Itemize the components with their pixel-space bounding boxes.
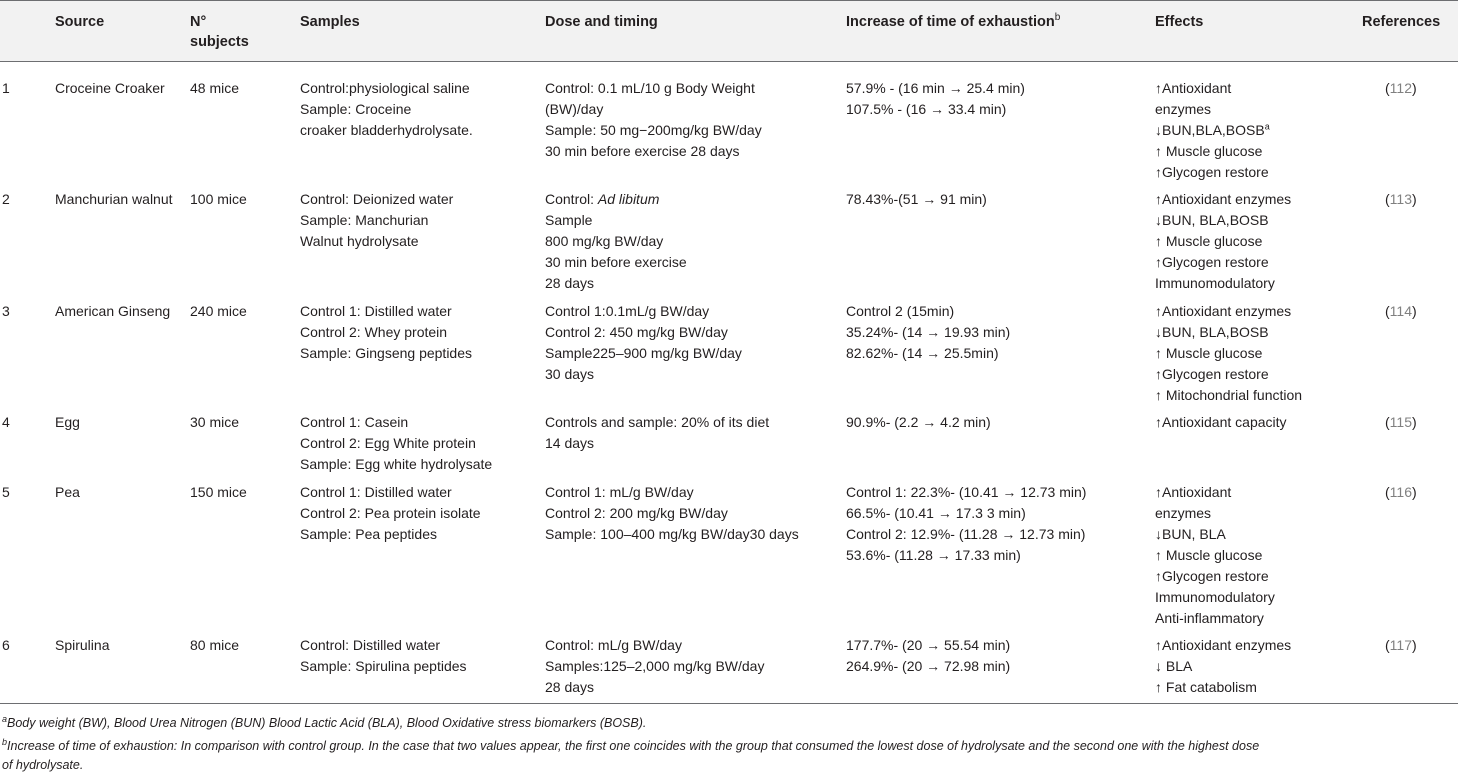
row-dose bbox=[545, 412, 769, 454]
reference-close-paren: ) bbox=[1412, 414, 1417, 430]
row-increase-line: 82.62%- (14 → 25.5min) bbox=[846, 345, 999, 361]
row-samples-line: croaker bladderhydrolysate. bbox=[300, 122, 473, 138]
row-number: 6 bbox=[2, 637, 10, 653]
row-dose bbox=[545, 482, 799, 545]
row-dose bbox=[545, 189, 687, 294]
reference-close-paren: ) bbox=[1412, 191, 1417, 207]
row-effects-text: Immunomodulatory bbox=[1155, 275, 1275, 291]
table-row bbox=[0, 183, 1458, 295]
row-dose-line bbox=[545, 189, 687, 210]
header-references: References bbox=[1362, 14, 1441, 30]
row-source: Manchurian walnut bbox=[55, 191, 173, 207]
reference-close-paren: ) bbox=[1412, 80, 1417, 96]
row-samples bbox=[300, 482, 481, 545]
reference-link[interactable]: 112 bbox=[1389, 80, 1412, 96]
row-subjects: 100 mice bbox=[190, 191, 247, 207]
row-increase bbox=[846, 482, 1086, 566]
header-increase bbox=[846, 12, 1060, 32]
row-effects bbox=[1155, 78, 1270, 183]
row-effects-line bbox=[1155, 189, 1291, 210]
row-effects-line bbox=[1155, 273, 1291, 294]
row-effects-text: ↓ BLA bbox=[1155, 658, 1193, 674]
footnote-b bbox=[2, 737, 1259, 756]
table-row bbox=[0, 72, 1458, 183]
row-effects-text: ↑Glycogen restore bbox=[1155, 366, 1269, 382]
row-effects-text: ↑ Mitochondrial function bbox=[1155, 387, 1303, 403]
row-effects-line bbox=[1155, 635, 1291, 656]
reference-open-paren: ( bbox=[1385, 303, 1390, 319]
row-effects-text: ↓BUN, BLA,BOSB bbox=[1155, 324, 1269, 340]
row-effects-line bbox=[1155, 385, 1302, 406]
row-source: Croceine Croaker bbox=[55, 80, 165, 96]
reference-link[interactable]: 114 bbox=[1389, 303, 1412, 319]
row-subjects: 150 mice bbox=[190, 484, 247, 500]
row-samples-line: Walnut hydrolysate bbox=[300, 233, 419, 249]
row-dose bbox=[545, 635, 764, 698]
row-effects-text: ↓BUN, BLA,BOSB bbox=[1155, 212, 1269, 228]
table-row bbox=[0, 476, 1458, 629]
row-effects-text: ↑Antioxidant bbox=[1155, 484, 1232, 500]
table-row bbox=[0, 406, 1458, 476]
row-reference[interactable] bbox=[1385, 412, 1417, 433]
row-dose-line: Sample bbox=[545, 212, 593, 228]
row-samples-line: Control 1: Casein bbox=[300, 414, 409, 430]
header-increase-footnote-mark: b bbox=[1054, 12, 1061, 24]
row-subjects: 48 mice bbox=[190, 80, 240, 96]
row-effects bbox=[1155, 189, 1291, 294]
row-samples-line: Sample: Egg white hydrolysate bbox=[300, 456, 493, 472]
row-effects bbox=[1155, 482, 1275, 629]
row-effects bbox=[1155, 412, 1287, 433]
footnote-a-mark: a bbox=[2, 713, 8, 724]
row-effects-text: ↑ Muscle glucose bbox=[1155, 233, 1263, 249]
row-samples bbox=[300, 189, 453, 252]
row-increase-line: 78.43%-(51 → 91 min) bbox=[846, 191, 987, 207]
row-number: 5 bbox=[2, 484, 10, 500]
row-effects-line bbox=[1155, 78, 1270, 99]
row-effects-text: ↑Antioxidant enzymes bbox=[1155, 191, 1292, 207]
row-dose-line: 14 days bbox=[545, 435, 595, 451]
row-increase-line: 66.5%- (10.41 → 17.3 3 min) bbox=[846, 505, 1026, 521]
row-samples-line: Sample: Croceine bbox=[300, 101, 412, 117]
header-dose: Dose and timing bbox=[545, 14, 658, 30]
reference-close-paren: ) bbox=[1412, 484, 1417, 500]
row-dose bbox=[545, 78, 762, 162]
row-effects-text: enzymes bbox=[1155, 101, 1212, 117]
row-reference[interactable] bbox=[1385, 482, 1417, 503]
row-source: American Ginseng bbox=[55, 303, 171, 319]
row-effects-line bbox=[1155, 252, 1291, 273]
row-dose-line: Sample: 100–400 mg/kg BW/day30 days bbox=[545, 526, 799, 542]
row-dose-line: Control 1: mL/g BW/day bbox=[545, 484, 694, 500]
row-effects-line bbox=[1155, 210, 1291, 231]
row-effects-line bbox=[1155, 677, 1291, 698]
row-samples-line: Control: Distilled water bbox=[300, 637, 441, 653]
footnote-a-text: Body weight (BW), Blood Urea Nitrogen (BUN) Blood Lactic Acid (BLA), Blood Oxidative stress biomarkers (BOSB). bbox=[7, 716, 647, 730]
row-effects-line bbox=[1155, 141, 1270, 162]
row-reference[interactable] bbox=[1385, 189, 1417, 210]
table-header bbox=[0, 0, 1458, 62]
row-dose-line: Control 2: 450 mg/kg BW/day bbox=[545, 324, 728, 340]
row-dose-line: 30 min before exercise bbox=[545, 254, 687, 270]
row-dose-line: Samples:125–2,000 mg/kg BW/day bbox=[545, 658, 765, 674]
row-dose-line: (BW)/day bbox=[545, 101, 604, 117]
row-effects-text: ↓BUN, BLA bbox=[1155, 526, 1226, 542]
row-increase-line: 57.9% - (16 min → 25.4 min) bbox=[846, 80, 1025, 96]
row-effects bbox=[1155, 635, 1291, 698]
header-source: Source bbox=[55, 14, 105, 30]
row-increase-line: Control 1: 22.3%- (10.41 → 12.73 min) bbox=[846, 484, 1087, 500]
row-effects-text: ↑Antioxidant enzymes bbox=[1155, 303, 1292, 319]
row-effects-line bbox=[1155, 503, 1275, 524]
row-effects-line bbox=[1155, 587, 1275, 608]
row-samples bbox=[300, 635, 467, 677]
row-samples-line: Control 1: Distilled water bbox=[300, 484, 452, 500]
row-number: 3 bbox=[2, 303, 10, 319]
row-effects-line bbox=[1155, 566, 1275, 587]
row-effects-text: ↓BUN,BLA,BOSB bbox=[1155, 122, 1265, 138]
row-effects-text: ↑ Muscle glucose bbox=[1155, 143, 1263, 159]
row-source: Pea bbox=[55, 484, 80, 500]
row-dose-italic: Ad libitum bbox=[597, 191, 660, 207]
row-increase-line: 53.6%- (11.28 → 17.33 min) bbox=[846, 547, 1021, 563]
header-samples: Samples bbox=[300, 14, 360, 30]
row-dose-line: 28 days bbox=[545, 679, 595, 695]
header-increase-label: Increase of time of exhaustion bbox=[846, 14, 1055, 30]
row-increase bbox=[846, 189, 987, 210]
row-increase bbox=[846, 412, 991, 433]
reference-link[interactable]: 117 bbox=[1389, 637, 1412, 653]
row-samples-line: Sample: Manchurian bbox=[300, 212, 429, 228]
row-samples-line: Sample: Gingseng peptides bbox=[300, 345, 472, 361]
footnote-b-line1: Increase of time of exhaustion: In comparison with control group. In the case that two values appear, the first one coincides with the group that consumed the lowest dose of hydrolysate and the second one with the highest dose bbox=[7, 739, 1260, 753]
table-row bbox=[0, 295, 1458, 406]
row-effects-line bbox=[1155, 412, 1287, 433]
row-samples-line: Sample: Spirulina peptides bbox=[300, 658, 467, 674]
row-increase-line: 35.24%- (14 → 19.93 min) bbox=[846, 324, 1011, 340]
row-reference[interactable] bbox=[1385, 78, 1417, 99]
row-number: 4 bbox=[2, 414, 10, 430]
row-increase-line: 177.7%- (20 → 55.54 min) bbox=[846, 637, 1011, 653]
row-number: 1 bbox=[2, 80, 10, 96]
row-effects-line bbox=[1155, 301, 1302, 322]
row-source: Egg bbox=[55, 414, 80, 430]
reference-open-paren: ( bbox=[1385, 414, 1390, 430]
row-increase-line: Control 2: 12.9%- (11.28 → 12.73 min) bbox=[846, 526, 1086, 542]
footnote-b-cont bbox=[2, 756, 83, 775]
row-effects-line bbox=[1155, 545, 1275, 566]
row-dose-line: 30 days bbox=[545, 366, 595, 382]
row-increase bbox=[846, 301, 1010, 364]
row-samples-line: Control 2: Whey protein bbox=[300, 324, 448, 340]
header-effects: Effects bbox=[1155, 14, 1204, 30]
reference-open-paren: ( bbox=[1385, 80, 1390, 96]
row-effects-line bbox=[1155, 364, 1302, 385]
reference-open-paren: ( bbox=[1385, 191, 1390, 207]
row-number: 2 bbox=[2, 191, 10, 207]
row-effects-text: ↑Glycogen restore bbox=[1155, 254, 1269, 270]
reference-link[interactable]: 113 bbox=[1389, 191, 1412, 207]
row-effects-line bbox=[1155, 343, 1302, 364]
row-subjects: 80 mice bbox=[190, 637, 240, 653]
row-dose-line: 28 days bbox=[545, 275, 595, 291]
row-effects-text: ↑Antioxidant capacity bbox=[1155, 414, 1287, 430]
row-dose-line: Sample: 50 mg−200mg/kg BW/day bbox=[545, 122, 762, 138]
table-row bbox=[0, 629, 1458, 703]
row-effects-line bbox=[1155, 99, 1270, 120]
row-increase-line: Control 2 (15min) bbox=[846, 303, 955, 319]
row-dose-line: 800 mg/kg BW/day bbox=[545, 233, 664, 249]
row-effects-line bbox=[1155, 656, 1291, 677]
row-reference[interactable] bbox=[1385, 635, 1417, 656]
row-increase-line: 90.9%- (2.2 → 4.2 min) bbox=[846, 414, 991, 430]
table-bottom-rule bbox=[0, 703, 1458, 704]
row-samples bbox=[300, 301, 472, 364]
row-effects-text: ↑ Muscle glucose bbox=[1155, 547, 1263, 563]
reference-link[interactable]: 116 bbox=[1389, 484, 1412, 500]
row-subjects: 240 mice bbox=[190, 303, 247, 319]
row-effects-text: enzymes bbox=[1155, 505, 1212, 521]
row-samples-line: Control:physiological saline bbox=[300, 80, 470, 96]
row-effects-line bbox=[1155, 120, 1270, 141]
footnote-b-mark: b bbox=[2, 736, 8, 747]
row-samples-line: Sample: Pea peptides bbox=[300, 526, 437, 542]
row-samples-line: Control 2: Egg White protein bbox=[300, 435, 476, 451]
row-increase bbox=[846, 635, 1010, 677]
row-increase-line: 107.5% - (16 → 33.4 min) bbox=[846, 101, 1007, 117]
row-effects-line bbox=[1155, 482, 1275, 503]
reference-open-paren: ( bbox=[1385, 637, 1390, 653]
row-dose-line: Controls and sample: 20% of its diet bbox=[545, 414, 770, 430]
row-samples-line: Control 2: Pea protein isolate bbox=[300, 505, 481, 521]
row-dose-line: 30 min before exercise 28 days bbox=[545, 143, 740, 159]
row-effects-text: ↑Antioxidant bbox=[1155, 80, 1232, 96]
row-dose-line: Control: 0.1 mL/10 g Body Weight bbox=[545, 80, 755, 96]
row-effects-text: ↑Antioxidant enzymes bbox=[1155, 637, 1292, 653]
header-subjects: N° subjects bbox=[190, 14, 249, 50]
row-effects-text: ↑Glycogen restore bbox=[1155, 164, 1269, 180]
row-samples-line: Control 1: Distilled water bbox=[300, 303, 452, 319]
row-effects bbox=[1155, 301, 1302, 406]
row-effects-text: ↑ Fat catabolism bbox=[1155, 679, 1257, 695]
reference-close-paren: ) bbox=[1412, 303, 1417, 319]
row-effects-text: ↑Glycogen restore bbox=[1155, 568, 1269, 584]
row-effects-line bbox=[1155, 322, 1302, 343]
row-dose-prefix: Control: bbox=[545, 191, 598, 207]
row-subjects: 30 mice bbox=[190, 414, 240, 430]
row-reference[interactable] bbox=[1385, 301, 1417, 322]
row-dose bbox=[545, 301, 742, 385]
reference-close-paren: ) bbox=[1412, 637, 1417, 653]
row-dose-line: Control 2: 200 mg/kg BW/day bbox=[545, 505, 728, 521]
row-dose-line: Control 1:0.1mL/g BW/day bbox=[545, 303, 710, 319]
row-effects-text: Anti-inflammatory bbox=[1155, 610, 1264, 626]
row-effects-text: Immunomodulatory bbox=[1155, 589, 1275, 605]
row-samples bbox=[300, 412, 492, 475]
row-samples-line: Control: Deionized water bbox=[300, 191, 454, 207]
footnote-b-line2: of hydrolysate. bbox=[2, 758, 84, 772]
row-effects-line bbox=[1155, 162, 1270, 183]
row-dose-line: Control: mL/g BW/day bbox=[545, 637, 682, 653]
row-effects-text: ↑ Muscle glucose bbox=[1155, 345, 1263, 361]
row-effects-footnote-mark: a bbox=[1264, 121, 1270, 132]
row-increase bbox=[846, 78, 1025, 120]
row-effects-line bbox=[1155, 608, 1275, 629]
row-dose-line: Sample225–900 mg/kg BW/day bbox=[545, 345, 742, 361]
row-effects-line bbox=[1155, 231, 1291, 252]
row-source: Spirulina bbox=[55, 637, 110, 653]
footnote-a bbox=[2, 714, 646, 733]
reference-link[interactable]: 115 bbox=[1389, 414, 1412, 430]
row-effects-line bbox=[1155, 524, 1275, 545]
reference-open-paren: ( bbox=[1385, 484, 1390, 500]
row-increase-line: 264.9%- (20 → 72.98 min) bbox=[846, 658, 1011, 674]
row-samples bbox=[300, 78, 473, 141]
